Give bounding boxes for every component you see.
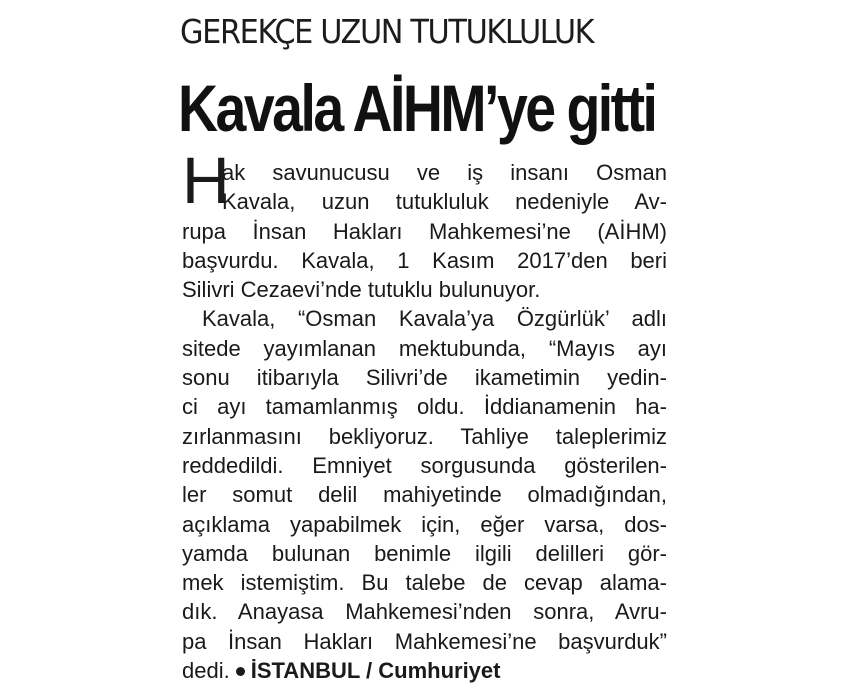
body-line: ler somut delil mahiyetinde olmadığından, (182, 482, 667, 508)
body-line: dık. Anayasa Mahkemesi’nden sonra, Avru- (182, 599, 667, 625)
body-line: rupa İnsan Hakları Mahkemesi’ne (AİHM) (182, 218, 667, 244)
drop-cap: H (182, 143, 230, 217)
body-line-last (182, 656, 667, 685)
body-line: ci ayı tamamlanmış oldu. İddianamenin ha- (182, 394, 667, 420)
body-line-end: dedi. (182, 658, 230, 684)
bullet-icon (236, 667, 245, 676)
body-line: başvurdu. Kavala, 1 Kasım 2017’den beri (182, 247, 667, 273)
body-line: açıklama yapabilmek için, eğer varsa, dos- (182, 511, 667, 537)
body-line: zırlanmasını bekliyoruz. Tahliye taleplerimiz (182, 423, 667, 449)
body-line: Silivri Cezaevi’nde tutuklu bulunuyor. (182, 277, 541, 303)
body-line: Kavala, “Osman Kavala’ya Özgürlük’ adlı (202, 306, 667, 332)
body-line: sitede yayımlanan mektubunda, “Mayıs ayı (182, 335, 667, 361)
body-line: ak savunucusu ve iş insanı Osman (222, 160, 667, 185)
article-body (182, 158, 667, 685)
body-line: reddedildi. Emniyet sorgusunda gösterilen- (182, 452, 667, 478)
body-line: sonu itibarıyla Silivri’de ikametimin yedin- (182, 365, 667, 391)
byline: İSTANBUL / Cumhuriyet (250, 658, 501, 684)
body-line: mek istemiştim. Bu talebe de cevap alama- (182, 570, 667, 596)
body-line: yamda bulunan benimle ilgili delilleri gör- (182, 540, 667, 566)
article-headline: Kavala AİHM’ye gitti (178, 71, 656, 145)
body-line: Kavala, uzun tutukluluk nedeniyle Av- (222, 189, 667, 215)
body-line: pa İnsan Hakları Mahkemesi’ne başvurduk” (182, 628, 667, 654)
article-kicker: GEREKÇE UZUN TUTUKLULUK (180, 12, 594, 51)
